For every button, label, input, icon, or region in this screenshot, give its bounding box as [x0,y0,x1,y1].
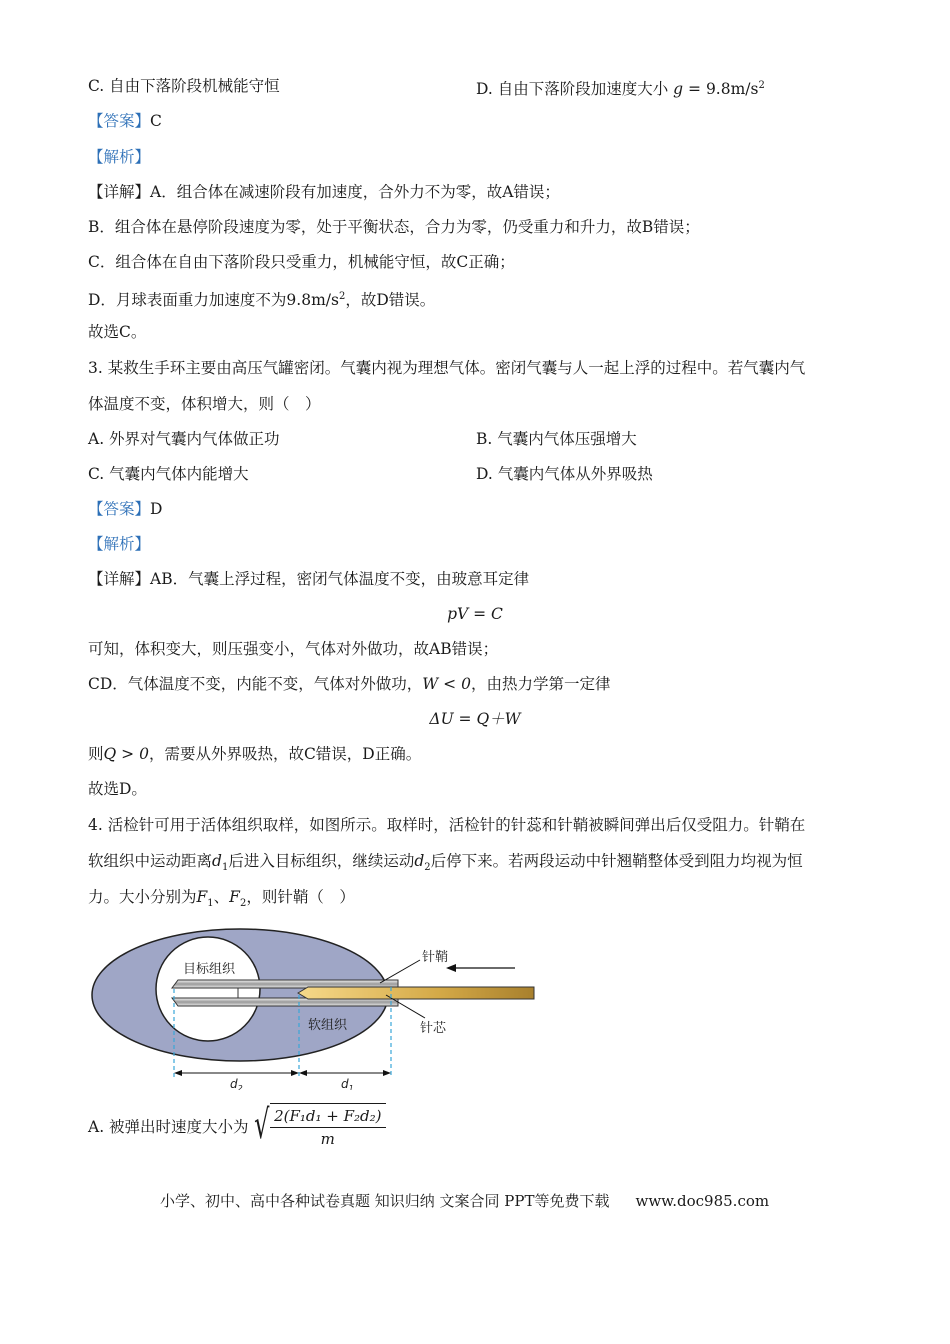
q3-formula-boyle: pV = C [447,605,503,623]
q2-analysis-tag: 【解析】 [88,148,151,166]
q3-stem-line1: 3. 某救生手环主要由高压气罐密闭。气囊内视为理想气体。密闭气囊与人一起上浮的过程中。若气囊内气 [88,359,806,377]
q3-option-b: B. 气囊内气体压强增大 [476,430,637,448]
q2-conclusion: 故选C。 [88,323,147,341]
page-footer: 小学、初中、高中各种试卷真题 知识归纳 文案合同 PPT等免费下载 www.doc985.com [160,1192,770,1210]
label-d1: $d_1$ [341,1077,354,1090]
label-soft-tissue: 软组织 [308,1018,348,1033]
label-sheath: 针鞘 [422,950,449,965]
q3-option-d: D. 气囊内气体从外界吸热 [476,465,653,483]
q3-formula-first-law: ΔU = Q＋W [429,710,521,728]
q3-analysis-tag: 【解析】 [88,535,151,553]
q3-answer: 【答案】D [88,500,163,518]
motion-arrow-head [446,964,456,972]
q4-stem-line1: 4. 活检针可用于活体组织取样，如图所示。取样时，活检针的针蕊和针鞘被瞬间弹出后仅受阻力。针鞘在 [88,816,806,834]
q3-detail-ab: 【详解】AB．气囊上浮过程，密闭气体温度不变，由玻意耳定律 [88,570,530,588]
q2-option-d: D. 自由下落阶段加速度大小 $g = 9.8m/s^2$ [476,80,765,99]
label-d2: $d_2$ [230,1077,243,1090]
label-core: 针芯 [420,1021,447,1036]
q2-detail-a: 【详解】A．组合体在减速阶段有加速度，合外力不为零，故A错误； [88,183,560,201]
q3-detail-cd: CD．气体温度不变，内能不变，气体对外做功，W < 0，由热力学第一定律 [88,675,611,693]
q3-option-c: C. 气囊内气体内能增大 [88,465,249,483]
needle-core [298,987,534,999]
q4-stem-line3: 力。大小分别为$F_1$、$F_2$，则针鞘（ ） [88,888,355,910]
q2-detail-d: D．月球表面重力加速度不为$9.8m/s^2$，故D错误。 [88,291,436,310]
biopsy-needle-figure [90,925,550,1090]
target-tissue-circle [156,937,260,1041]
q4-stem-line2: 软组织中运动距离$d_1$后进入目标组织，继续运动$d_2$后停下来。若两段运动中针翘鞘整体受到阻力均视为恒 [88,852,803,874]
q3-stem-line2: 体温度不变，体积增大，则（ ） [88,395,321,413]
footer-site-link[interactable]: www.doc985.com [635,1192,770,1210]
q3-option-a: A. 外界对气囊内气体做正功 [88,430,280,448]
q2-option-c: C. 自由下落阶段机械能守恒 [88,77,280,95]
q3-detail-ab-cont: 可知，体积变大，则压强变小，气体对外做功，故AB错误； [88,640,499,658]
q3-conclusion: 故选D。 [88,780,147,798]
q3-detail-cd-cont: 则Q > 0，需要从外界吸热，故C错误，D正确。 [88,745,422,763]
q2-detail-c: C．组合体在自由下落阶段只受重力，机械能守恒，故C正确； [88,253,515,271]
sqrt-expression: √ $\frac{\text{2(F₁d₁ + F₂d₂)}}{m}$ [249,1103,386,1148]
label-target-tissue: 目标组织 [183,962,236,977]
q4-option-a: A. 被弹出时速度大小为 √ $\frac{\text{2(F₁d₁ + F₂d₂)}}{m}$ [88,1103,386,1148]
answer-tag: 【答案】 [88,112,151,130]
q2-detail-b: B．组合体在悬停阶段速度为零，处于平衡状态，合力为零，仍受重力和升力，故B错误； [88,218,700,236]
q2-answer: 【答案】C [88,112,162,130]
velocity-fraction: $\frac{\text{2(F₁d₁ + F₂d₂)}}{m}$ [270,1107,385,1148]
